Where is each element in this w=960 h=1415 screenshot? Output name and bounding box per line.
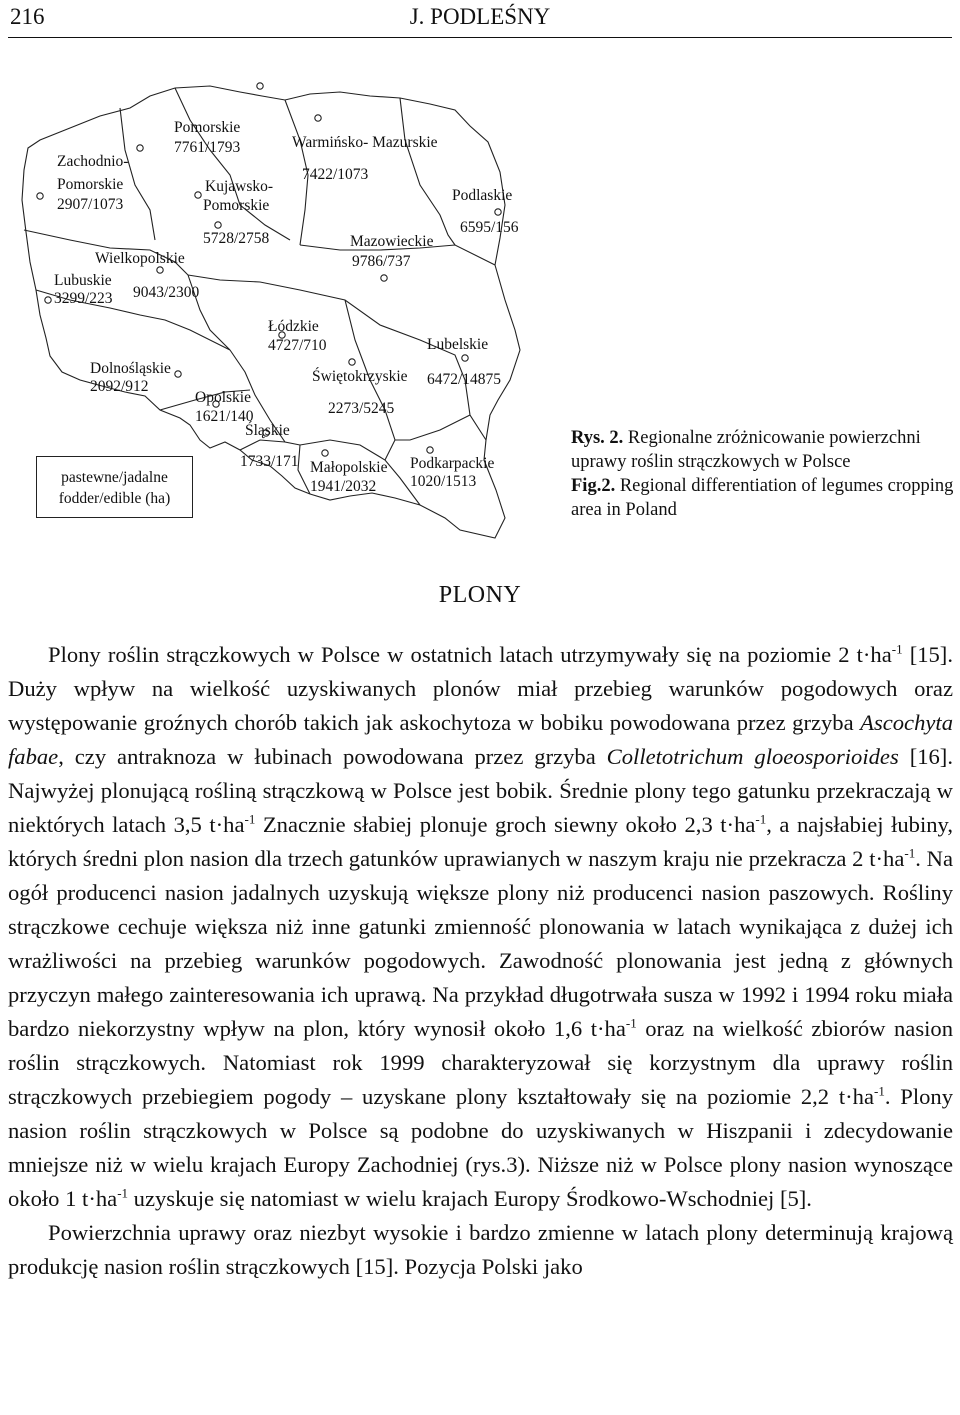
- value-warminsko-mazurskie: 7422/1073: [302, 166, 369, 183]
- value-lubelskie: 6472/14875: [427, 371, 502, 388]
- caption-en-label: Fig.2.: [571, 476, 616, 496]
- label-swietokrzyskie: Świętokrzyskie: [312, 368, 408, 385]
- running-title: J. PODLEŚNY: [409, 4, 551, 29]
- label-malopolskie: Małopolskie: [310, 459, 388, 476]
- caption-en-text: Regional differentiation of legumes cropping area in Poland: [571, 476, 954, 520]
- label-lubuskie: Lubuskie: [54, 272, 112, 289]
- legend-line-2: fodder/edible (ha): [58, 490, 171, 507]
- legend-line-1: pastewne/jadalne: [61, 469, 168, 486]
- label-warminsko-mazurskie: Warmińsko- Mazurskie: [292, 134, 438, 151]
- label-opolskie: Opolskie: [195, 389, 251, 406]
- value-opolskie: 1621/140: [195, 408, 254, 425]
- value-dolnoslaskie: 2092/912: [90, 378, 149, 395]
- section-title: PLONY: [438, 582, 522, 608]
- label-lubelskie: Lubelskie: [427, 336, 489, 353]
- value-pomorskie: 7761/1793: [174, 139, 241, 156]
- label-zachodnio-pomorskie-1: Zachodnio-: [57, 153, 129, 170]
- paragraph-2: Powierzchnia uprawy oraz niezbyt wysokie i bardzo zmienne w latach plony determinują krajową produkcję nasion roślin strączkowych [15]. Pozycja Polski jako: [8, 1220, 953, 1279]
- value-zachodnio-pomorskie: 2907/1073: [57, 196, 124, 213]
- label-podlaskie: Podlaskie: [452, 187, 513, 204]
- label-mazowieckie: Mazowieckie: [350, 233, 434, 250]
- label-dolnoslaskie: Dolnośląskie: [90, 360, 171, 377]
- label-lodzkie: Łódzkie: [268, 318, 319, 335]
- figure-caption: [571, 426, 956, 522]
- page-number: 216: [10, 4, 45, 29]
- value-podlaskie: 6595/156: [460, 219, 519, 236]
- paragraph-1: Plony roślin strączkowych w Polsce w ostatnich latach utrzymywały się na poziomie 2 $t\cdot ha^{-1}$ [15]. Duży wpływ na wielkość uzyskiwanych plonów miał przebieg warunków pogodowych oraz występowanie groźnych chorób takich jak askochytoza w bobiku powodowana przez grzyba Ascochyta fabae, czy antraknoza w łubinach powodowana przez grzyba Colletotrichum gloeosporioides [16]. Najwyżej plonującą rośliną strączkową w Polsce jest bobik. Średnie plony tego gatunku przekraczają w niektórych latach 3,5 $t\cdot ha^{-1}$ Znacznie słabiej plonuje groch siewny około 2,3 $t\cdot ha^{-1}$, a najsłabiej łubiny, których średni plon nasion dla trzech gatunków uprawianych w naszym kraju nie przekracza 2 $t\cdot ha^{-1}$. Na ogół producenci nasion jadalnych uzyskują większe plony niż producenci nasion paszowych. Rośliny strączkowe cechuje większa niż inne gatunki zmienność plonowania w latach wynikająca z dużej ich wrażliwości na przebieg warunków pogodowych. Zawodność plonowania jest jedną z głównych przyczyn małego zainteresowania ich uprawą. Na przykład długotrwała susza w 1992 i 1994 roku miała bardzo niekorzystny wpływ na plon, który wynosił około 1,6 $t\cdot ha^{-1}$ oraz na wielkość zbiorów nasion roślin strączkowych. Natomiast rok 1999 charakteryzował się korzystnym dla uprawy roślin strączkowych przebiegiem pogody – uzyskane plony kształtowały się na poziomie 2,2 $t\cdot ha^{-1}$. Plony nasion roślin strączkowych w Polsce są podobne do uzyskiwanych w Hiszpanii i zdecydowanie mniejsze niż w wielu krajach Europy Zachodniej (rys.3). Niższe niż w Polsce plony nasion wynoszące około 1 $t\cdot ha^{-1}$ uzyskuje się natomiast w wielu krajach Europy Środkowo-Wschodniej [5].: [8, 641, 953, 1211]
- header-rule: [8, 37, 952, 38]
- label-kujawsko-pomorskie-2: Pomorskie: [203, 197, 270, 214]
- label-podkarpackie: Podkarpackie: [410, 455, 495, 472]
- value-mazowieckie: 9786/737: [352, 253, 411, 270]
- value-kujawsko-pomorskie: 5728/2758: [203, 230, 270, 247]
- value-swietokrzyskie: 2273/5245: [328, 400, 395, 417]
- value-podkarpackie: 1020/1513: [410, 473, 477, 490]
- caption-pl-label: Rys. 2.: [571, 428, 624, 448]
- value-malopolskie: 1941/2032: [310, 478, 377, 495]
- label-slaskie: Śląskie: [245, 422, 290, 439]
- label-kujawsko-pomorskie-1: Kujawsko-: [205, 178, 274, 195]
- map-legend: [36, 456, 193, 518]
- value-lubuskie: 3299/223: [54, 290, 113, 307]
- caption-pl-text: Regionalne zróżnicowanie powierzchni uprawy roślin strączkowych w Polsce: [571, 428, 921, 472]
- value-wielkopolskie: 9043/2300: [133, 284, 200, 301]
- value-lodzkie: 4727/710: [268, 337, 327, 354]
- value-slaskie: 1733/171: [240, 453, 299, 470]
- label-pomorskie: Pomorskie: [174, 119, 241, 136]
- label-zachodnio-pomorskie-2: Pomorskie: [57, 176, 124, 193]
- label-wielkopolskie: Wielkopolskie: [95, 250, 185, 267]
- body-text: [8, 638, 953, 1284]
